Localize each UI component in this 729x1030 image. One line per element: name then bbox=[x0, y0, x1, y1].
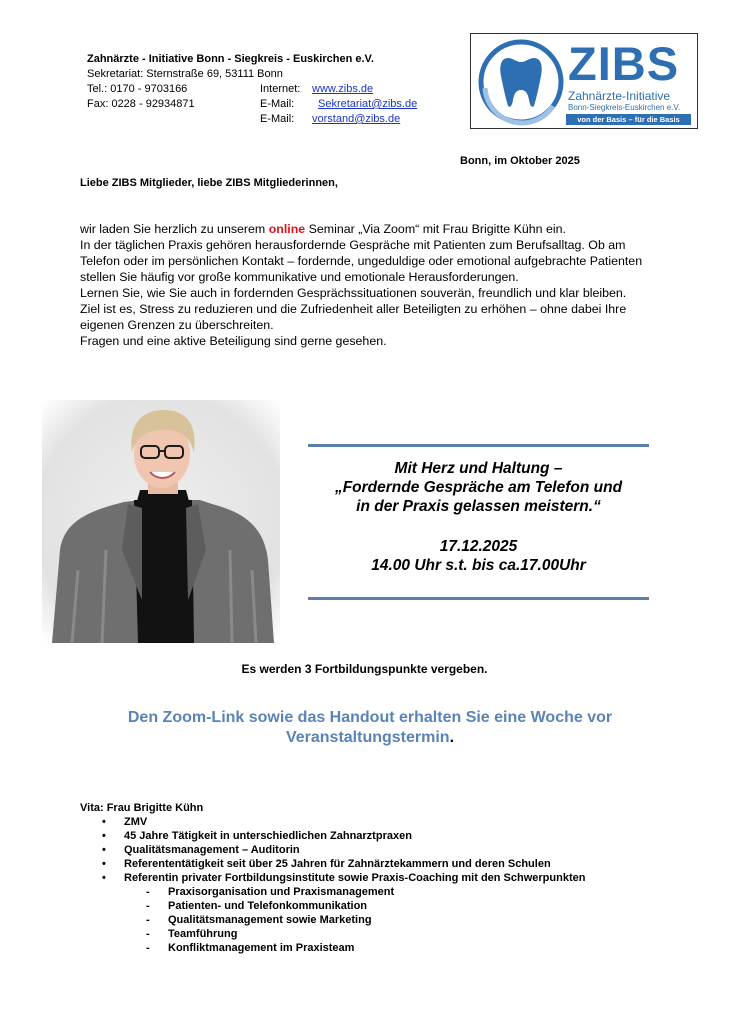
vita-list bbox=[80, 815, 585, 955]
email-link-board[interactable]: vorstand@zibs.de bbox=[312, 113, 401, 125]
event-bottom-rule bbox=[308, 597, 649, 600]
event-title-line-3: in der Praxis gelassen meistern.“ bbox=[356, 498, 601, 515]
zoom-notice bbox=[80, 708, 660, 748]
email-label: E-Mail: bbox=[260, 98, 295, 110]
sub-list-item: - Patienten- und Telefonkommunikation bbox=[80, 899, 585, 913]
address: Sekretariat: Sternstraße 69, 53111 Bonn bbox=[87, 68, 283, 80]
tooth-icon bbox=[475, 36, 567, 128]
sub-list-item: - Qualitätsmanagement sowie Marketing bbox=[80, 913, 585, 927]
letterhead bbox=[87, 52, 417, 127]
email-link-secretariat[interactable]: Sekretariat@zibs.de bbox=[318, 98, 418, 110]
contact-row-1 bbox=[87, 82, 417, 97]
vita-title: Vita: Frau Brigitte Kühn bbox=[80, 802, 204, 814]
speaker-photo bbox=[42, 400, 280, 643]
intro-text: wir laden Sie herzlich zu unserem bbox=[80, 222, 269, 236]
event-title-line-1: Mit Herz und Haltung – bbox=[394, 460, 563, 477]
intro-paragraph bbox=[80, 221, 660, 237]
logo-line-1: Zahnärzte-Initiative bbox=[568, 89, 671, 103]
event-title-line-2: „Fordernde Gespräche am Telefon und bbox=[334, 479, 623, 496]
sub-list-item: - Konfliktmanagement im Praxisteam bbox=[80, 941, 585, 955]
event-title bbox=[308, 459, 649, 516]
sub-list-item: - Praxisorganisation und Praxismanagement bbox=[80, 885, 585, 899]
contact-row-2 bbox=[87, 97, 417, 112]
body-paragraph-3: Lernen Sie, wie Sie auch in fordernden Gesprächssituationen souverän, freundlich und klar bleiben. bbox=[80, 286, 627, 300]
email-label-2: E-Mail: bbox=[260, 113, 295, 125]
fax: Fax: 0228 - 92934871 bbox=[87, 98, 195, 110]
organization-name: Zahnärzte - Initiative Bonn - Siegkreis - Euskirchen e.V. bbox=[87, 53, 374, 65]
event-date: 17.12.2025 bbox=[439, 538, 518, 555]
letter-body bbox=[80, 221, 660, 349]
event-datetime bbox=[308, 537, 649, 575]
list-item: • ZMV bbox=[80, 815, 585, 829]
list-item: • Referentin privater Fortbildungsinstitute sowie Praxis-Coaching mit den Schwerpunkten bbox=[80, 871, 585, 885]
body-paragraph-2: In der täglichen Praxis gehören herausfordernde Gespräche mit Patienten zum Berufsalltag. Ob am Telefon oder im persönlichen Kontakt – fordernde, ungeduldige oder emotional aufgebrachte Patienten stellen Sie häufig vor große kommunikative und emotionale Herausforderungen. bbox=[80, 238, 643, 284]
list-item: • 45 Jahre Tätigkeit in unterschiedlichen Zahnarztpraxen bbox=[80, 829, 585, 843]
phone: Tel.: 0170 - 9703166 bbox=[87, 83, 188, 95]
letter-date: Bonn, im Oktober 2025 bbox=[460, 155, 580, 167]
sub-list-item: - Teamführung bbox=[80, 927, 585, 941]
list-item: • Qualitätsmanagement – Auditorin bbox=[80, 843, 585, 857]
zoom-notice-text: Den Zoom-Link sowie das Handout erhalten Sie eine Woche vor Veranstaltungstermin bbox=[127, 709, 613, 746]
logo-tagline: von der Basis – für die Basis bbox=[566, 114, 691, 125]
website-link[interactable]: www.zibs.de bbox=[312, 83, 374, 95]
list-item: • Referententätigkeit seit über 25 Jahren für Zahnärztekammern und deren Schulen bbox=[80, 857, 585, 871]
cpe-points-note: Es werden 3 Fortbildungspunkte vergeben. bbox=[241, 662, 488, 676]
internet-label: Internet: bbox=[260, 83, 301, 95]
logo-line-2: Bonn-Siegkreis-Euskirchen e.V. bbox=[568, 103, 681, 112]
event-top-rule bbox=[308, 444, 649, 447]
greeting: Liebe ZIBS Mitglieder, liebe ZIBS Mitgliederinnen, bbox=[80, 177, 338, 189]
body-paragraph-4: Ziel ist es, Stress zu reduzieren und die Zufriedenheit aller Beteiligten zu erhöhen – ohne dabei Ihre eigenen Grenzen zu überschreiten. bbox=[80, 302, 627, 332]
contact-row-3 bbox=[87, 112, 417, 127]
intro-text-end: Seminar „Via Zoom“ mit Frau Brigitte Kühn ein. bbox=[305, 222, 566, 236]
vita-section bbox=[80, 801, 585, 955]
logo-wordmark: ZIBS bbox=[568, 37, 680, 90]
event-time: 14.00 Uhr s.t. bis ca.17.00Uhr bbox=[371, 557, 586, 574]
zoom-notice-period: . bbox=[449, 729, 455, 746]
body-paragraph-5: Fragen und eine aktive Beteiligung sind gerne gesehen. bbox=[80, 334, 387, 348]
zibs-logo bbox=[470, 33, 698, 129]
online-highlight: online bbox=[268, 222, 306, 236]
